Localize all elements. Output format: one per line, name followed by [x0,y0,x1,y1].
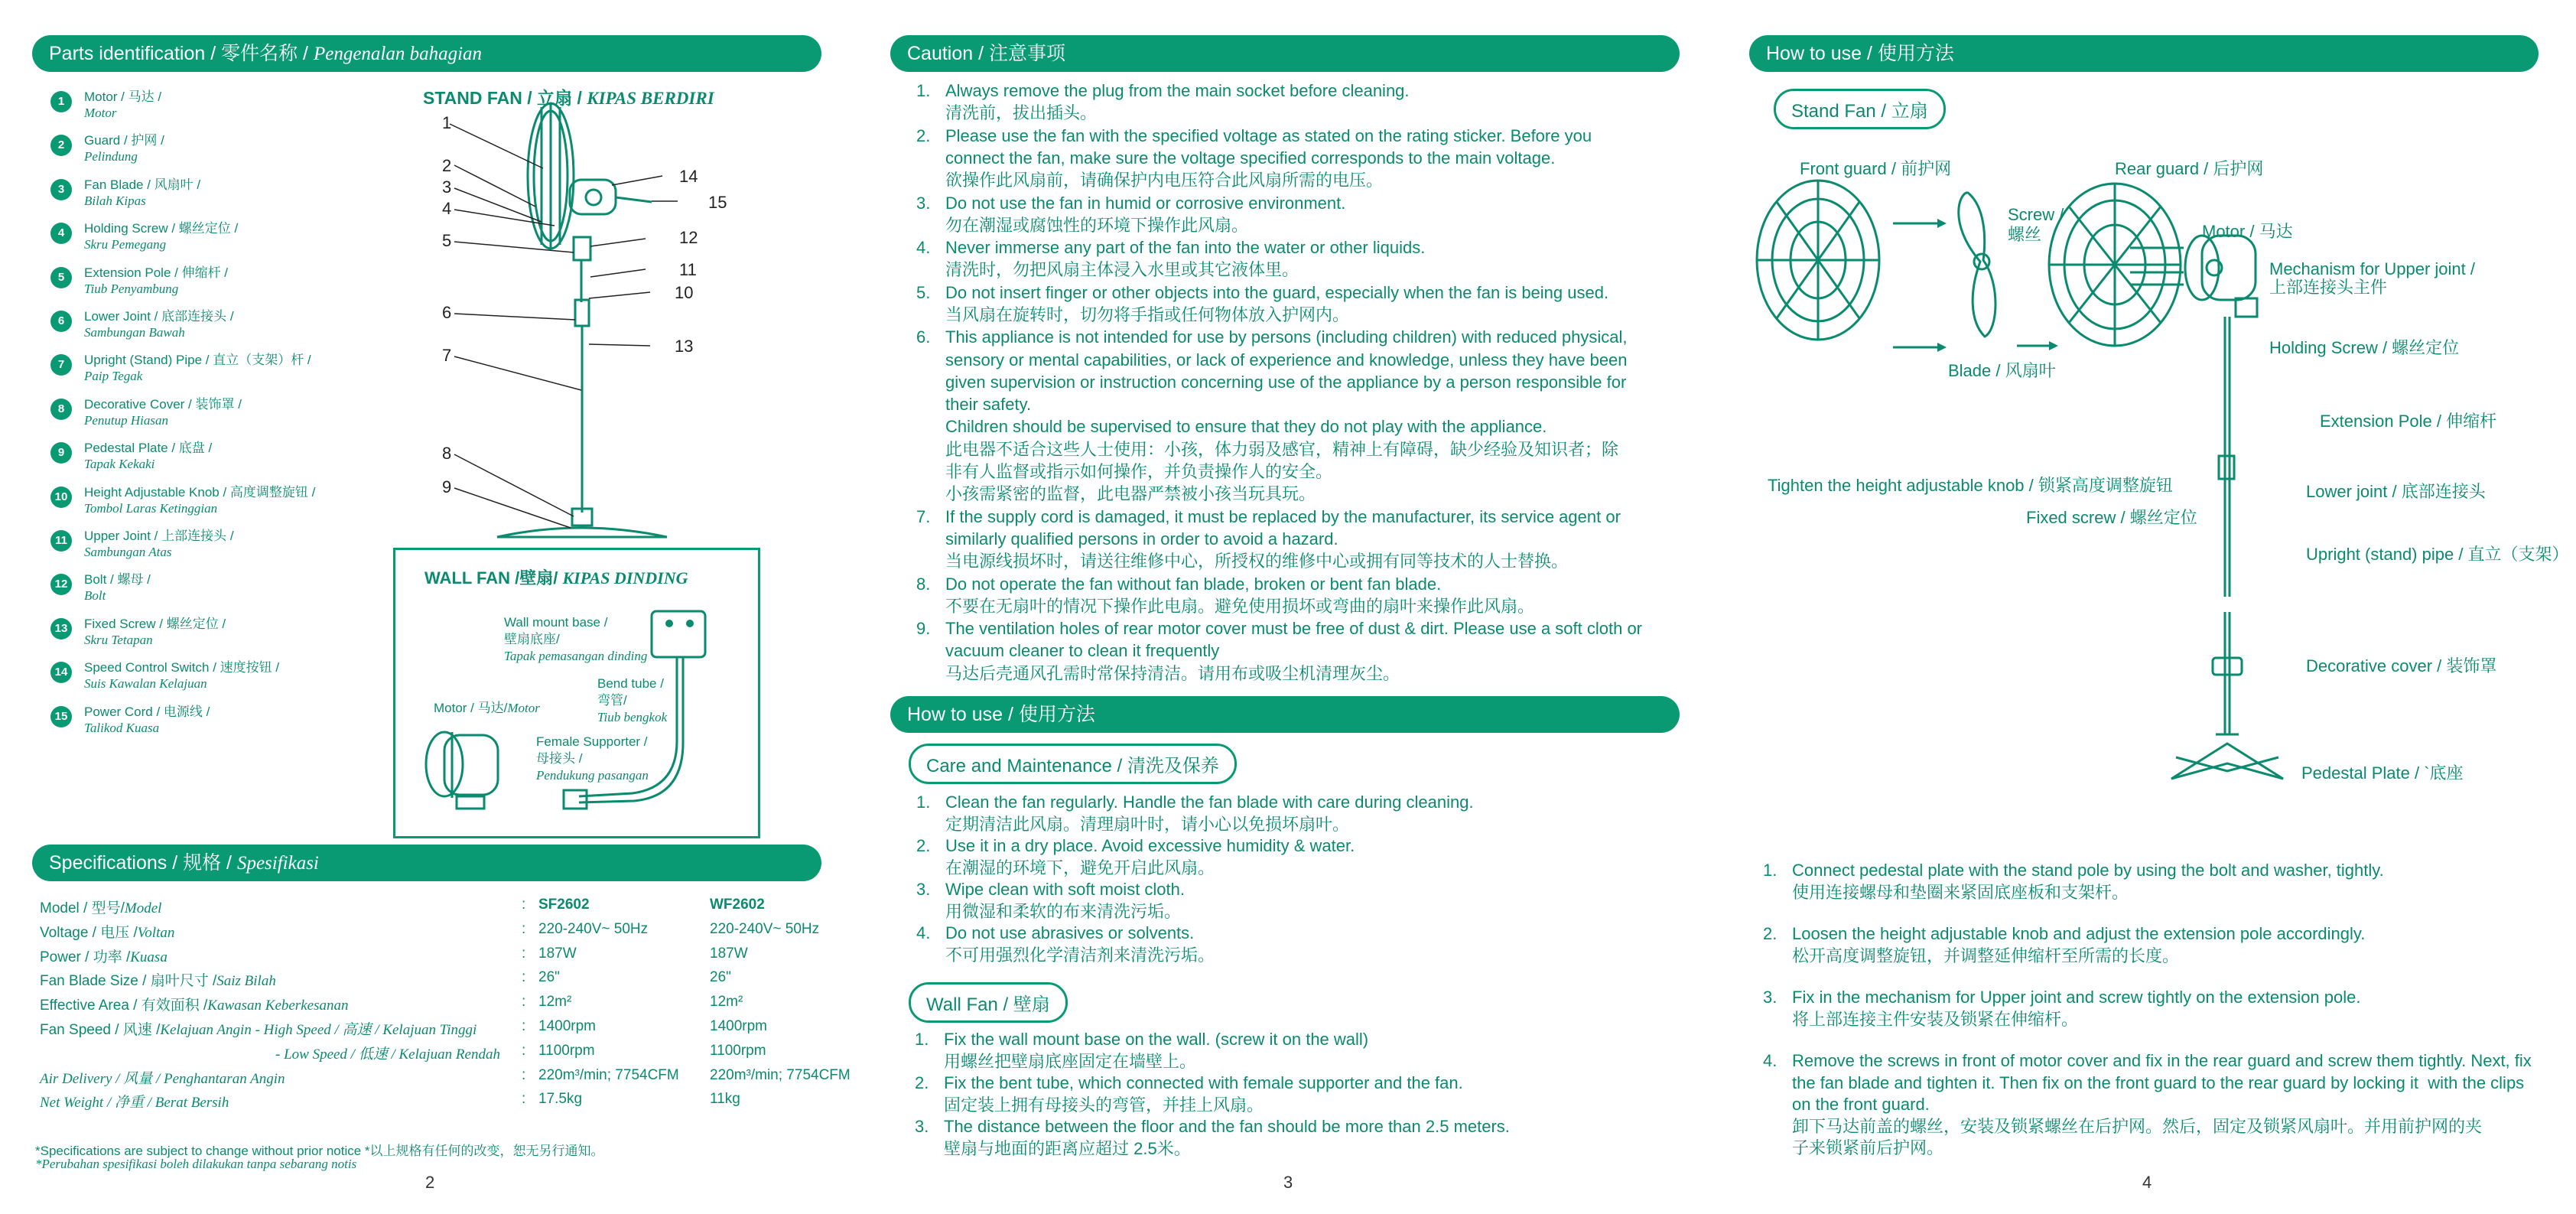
spec-value-sf: 26" [538,969,560,986]
part-name: Power Cord / 电源线 / [84,704,210,719]
upright-pipe-label: Upright (stand) pipe / 直立（支架） [2306,545,2569,564]
female-supporter-cn: 母接头 / [536,751,583,766]
part-number-badge: 6 [50,311,72,332]
list-number: 3. [916,880,931,899]
spec-header-title-malay: Spesifikasi [236,853,319,874]
spec-value-sf: 187W [538,945,577,962]
callout-10: 10 [675,283,694,302]
part-name-malay: Penutup Hiasan [84,412,169,428]
part-text [84,396,242,428]
blade-label: Blade / 风扇叶 [1948,361,2056,380]
parts-header-title: Parts identification / 零件名称 / [49,43,314,64]
callout-7: 7 [442,346,452,365]
part-name-malay: Pelindung [84,149,138,164]
part-text [84,571,151,604]
screw-label-en: Screw / [2008,205,2064,224]
bend-tube-en: Bend tube / [597,676,664,691]
part-text [84,265,228,297]
list-number: 1. [915,1030,929,1049]
mechanism-label-en: Mechanism for Upper joint / [2269,259,2475,278]
part-number-badge: 5 [50,267,72,288]
stand-fan-title-malay: KIPAS BERDIRI [587,89,714,108]
spec-label-malay: Kelajuan Angin - High Speed / 高速 / Kelajuan Tinggi [160,1022,477,1038]
spec-label [40,897,161,917]
part-number-badge: 14 [50,662,72,683]
spec-label [40,994,348,1014]
part-name: Upright (Stand) Pipe / 直立（支架）杆 / [84,353,311,368]
callout-14: 14 [679,167,698,186]
part-text [84,484,315,516]
lower-joint-label: Lower joint / 底部连接头 [2306,482,2486,501]
callout-3: 3 [442,177,452,197]
list-text: The ventilation holes of rear motor cover must be free of dust & dirt. Please use a soft cloth or vacuum cleaner to clean it frequently 马达后壳通风孔需时常保持清洁。请用布或吸尘机清理灰尘。 [945,619,1643,683]
wall-mount-base-cn: 壁扇底座/ [504,632,560,646]
spec-value-sf: 17.5kg [538,1091,583,1108]
list-text: Do not use the fan in humid or corrosive environment. 勿在潮湿或腐蚀性的环境下操作此风扇。 [945,193,1346,235]
list-text: If the supply cord is damaged, it must be replaced by the manufacturer, its service agent or similarly qualified persons in order to avoid a hazard. 当电源线损坏时，请送往维修中心，所授权的维修中心或拥有同等技术的人士替换。 [945,506,1621,571]
stand-fan-diagram [428,99,734,543]
spec-label-text: Power / 功率 / [40,949,131,965]
part-text [84,308,234,340]
parts-header-bar [32,35,821,72]
page-parts-specs [0,0,851,1214]
spec-colon: : [522,994,526,1011]
spec-footnote-2: *Perubahan spesifikasi boleh dilakukan tanpa sebarang notis [35,1157,357,1171]
callout-5: 5 [442,231,452,250]
part-text [84,440,212,472]
list-text: Always remove the plug from the main socket before cleaning. 清洗前，拔出插头。 [945,81,1410,123]
wall-mount-base-ms: Tapak pemasangan dinding [504,649,648,663]
list-number: 6. [916,327,931,347]
spec-label [40,969,276,990]
spec-label-malay: Kawasan Keberkesanan [207,998,349,1014]
part-number-badge: 1 [50,91,72,112]
page-number-4: 4 [2142,1173,2152,1192]
wall-fan-box [393,548,760,838]
part-text [84,132,164,164]
wall-fan-title-malay: KIPAS DINDING [562,568,688,587]
screw-label [2008,205,2064,245]
part-text [84,220,238,252]
list-number: 2. [1763,924,1778,943]
tighten-knob-label: Tighten the height adjustable knob / 锁紧高度调整旋钮 [1768,476,2173,495]
holding-screw-label: Holding Screw / 螺丝定位 [2269,338,2460,357]
spec-value-wf: 1400rpm [710,1018,767,1034]
spec-value-wf: 220m³/min; 7754CFM [710,1066,851,1083]
list-number: 4. [1763,1051,1778,1070]
page-number-3: 3 [1283,1173,1293,1192]
list-number: 2. [915,1073,929,1092]
spec-value-sf: SF2602 [538,897,590,913]
callout-15: 15 [708,193,727,212]
motor-label: Motor / 马达 [2202,222,2293,241]
part-name-malay: Motor [84,106,117,120]
part-name-malay: Sambungan Bawah [84,325,185,340]
part-text [84,616,226,648]
list-number: 2. [916,125,931,145]
wall-motor-ms: Motor [507,701,540,715]
callout-9: 9 [442,477,452,496]
rear-guard-label: Rear guard / 后护网 [2115,159,2264,178]
part-name: Fan Blade / 风扇叶 / [84,177,201,192]
part-name: Motor / 马达 / [84,90,162,104]
bend-tube-cn: 弯管/ [597,693,627,708]
spec-value-wf: 11kg [710,1091,740,1108]
spec-value-sf: 12m² [538,994,572,1011]
wall-mount-base-en: Wall mount base / [504,615,608,630]
how-to-use-header-title-p3: How to use / 使用方法 [907,704,1095,725]
spec-label-text: Voltage / 电压 / [40,924,138,941]
part-name: Extension Pole / 伸缩杆 / [84,265,229,280]
list-number: 7. [916,506,931,526]
list-number: 3. [1763,988,1778,1007]
spec-value-sf: 1400rpm [538,1018,596,1034]
list-text: Remove the screws in front of motor cover and fix in the rear guard and screw them tightly. Next, fix the fan blade and tighten it. Then fix on the front guard to the rear guard by locking it with the clips on the front guard. 卸下马达前盖的螺丝，安装及锁紧螺丝在后护网。然后，固定及锁紧风扇叶。并用前护网的夹 子来锁紧前后护网。 [1792,1051,2532,1157]
part-number-badge: 3 [50,179,72,200]
list-text: Clean the fan regularly. Handle the fan blade with care during cleaning. 定期清洁此风扇。清理扇叶时，请小心以免损坏扇叶。 [945,793,1474,834]
spec-label-malay: Model [124,900,162,916]
fixed-screw-label: Fixed screw / 螺丝定位 [2026,508,2197,527]
part-number-badge: 9 [50,442,72,464]
wall-fan-pill: Wall Fan / 壁扇 [909,982,1068,1023]
list-text: Loosen the height adjustable knob and adjust the extension pole accordingly. 松开高度调整旋钮，并调整延伸缩杆至所需的长度。 [1792,924,2366,965]
list-number: 4. [916,238,931,258]
mechanism-label [2269,260,2475,297]
list-number: 1. [916,81,931,100]
part-name: Speed Control Switch / 速度按钮 / [84,660,280,675]
spec-colon: : [522,920,526,937]
spec-value-sf: 220m³/min; 7754CFM [538,1066,679,1083]
decorative-cover-label: Decorative cover / 装饰罩 [2306,656,2497,675]
spec-value-sf: 220-240V~ 50Hz [538,920,649,937]
part-name-malay: Skru Tetapan [84,632,153,647]
care-maintenance-pill: Care and Maintenance / 清洗及保养 [909,744,1237,784]
how-to-use-header-title-p4: How to use / 使用方法 [1766,43,1954,64]
part-text [84,352,311,384]
screw-label-cn: 螺丝 [2008,225,2042,244]
list-text: This appliance is not intended for use by persons (including children) with reduced physical, sensory or mental capabilities, or lack of experience and knowledge, unless they have been given supervision or instruction concerning use of the appliance by a person responsible for their safety. Children should be supervised to ensure that they do not play with the appliance. 此电器不适合这些人士使用：小孩，体力弱及感官，精神上有障碍，缺少经验及知识者；除 非有人监督或指示如何操作，并负责操作人的安全。 小孩需紧密的监督，此电器严禁被小孩当玩具玩。 [945,327,1628,504]
wall-fan-diagram [395,550,758,836]
spec-header-bar [32,845,821,881]
part-number-badge: 4 [50,223,72,244]
spec-value-sf: 1100rpm [538,1042,595,1059]
wall-fan-title-text: WALL FAN /壁扇/ [424,568,563,587]
part-name: Decorative Cover / 装饰罩 / [84,396,242,412]
part-name-malay: Bolt [84,588,106,604]
spec-label-malay: Net Weight / 净重 / Berat Bersih [40,1095,229,1111]
stand-fan-pill: Stand Fan / 立扇 [1774,89,1946,129]
part-name: Fixed Screw / 螺丝定位 / [84,616,226,631]
callout-1: 1 [442,113,452,132]
list-text: The distance between the floor and the fan should be more than 2.5 meters. 壁扇与地面的距离应超过 2.5米。 [944,1117,1510,1158]
part-text [84,89,161,121]
part-text [84,528,234,560]
spec-value-wf: 220-240V~ 50Hz [710,920,820,937]
spec-label-malay: - Low Speed / 低速 / Kelajuan Rendah [275,1046,500,1063]
part-name-malay: Bilah Kipas [84,193,146,208]
list-number: 3. [916,193,931,213]
callout-2: 2 [442,156,452,175]
callout-8: 8 [442,444,452,463]
list-text: Fix the bent tube, which connected with female supporter and the fan. 固定装上拥有母接头的弯管，并挂上风扇。 [944,1073,1463,1115]
callout-12: 12 [679,228,698,247]
part-name: Bolt / 螺母 / [84,572,151,587]
spec-value-wf: 187W [710,945,748,962]
pedestal-plate-label: Pedestal Plate / `底座 [2301,763,2464,783]
list-text: Fix the wall mount base on the wall. (screw it on the wall) 用螺丝把壁扇底座固定在墙壁上。 [944,1030,1369,1071]
spec-value-wf: 26" [710,969,731,986]
page-number-2: 2 [425,1173,435,1192]
spec-label-malay: Air Delivery / 风量 / Penghantaran Angin [40,1070,285,1087]
callout-4: 4 [442,199,452,218]
list-text: Do not use abrasives or solvents. 不可用强烈化学清洁剂来清洗污垢。 [945,923,1215,965]
spec-colon: : [522,969,526,986]
callout-13: 13 [675,337,694,356]
spec-footnote-1: *Specifications are subject to change without prior notice *以上规格有任何的改变，恕无另行通知。 [35,1144,604,1158]
spec-label-text: Fan Blade Size / 扇叶尺寸 / [40,973,217,990]
part-name: Holding Screw / 螺丝定位 / [84,221,239,236]
spec-header-title: Specifications / 规格 / [49,852,237,874]
spec-label-malay: Voltan [137,924,175,941]
list-number: 2. [916,836,931,855]
page-how-to-use [1717,0,2576,1214]
female-supporter-en: Female Supporter / [536,734,648,749]
spec-label [40,1018,476,1039]
spec-label-text: Fan Speed / 风速 / [40,1022,161,1038]
list-text: Wipe clean with soft moist cloth. 用微湿和柔软的布来清洗污垢。 [945,880,1186,921]
spec-label-malay: Kuasa [130,949,168,965]
list-number: 1. [1763,861,1778,880]
list-text: Do not operate the fan without fan blade, broken or bent fan blade. 不要在无扇叶的情况下操作此电扇。避免使用损坏或弯曲的扇叶来操作此风扇。 [945,574,1535,616]
spec-colon: : [522,1042,526,1059]
how-to-use-header-bar-p3 [890,696,1680,733]
list-number: 4. [916,923,931,942]
list-number: 3. [915,1117,929,1136]
spec-label-text: Model / 型号/ [40,900,125,916]
spec-label [275,1043,500,1063]
part-number-badge: 11 [50,530,72,552]
front-guard-label: Front guard / 前护网 [1800,159,1952,178]
spec-colon: : [522,1091,526,1108]
callout-6: 6 [442,303,452,322]
part-name-malay: Skru Pemegang [84,237,167,252]
part-name-malay: Tapak Kekaki [84,457,155,472]
callout-11: 11 [679,260,697,279]
list-number: 1. [916,793,931,812]
part-number-badge: 7 [50,354,72,376]
spec-label [40,945,168,966]
spec-label [40,921,174,942]
part-name: Height Adjustable Knob / 高度调整旋钮 / [84,484,316,500]
part-number-badge: 13 [50,618,72,640]
how-to-use-header-bar-p4 [1749,35,2539,72]
caution-header-bar [890,35,1680,72]
part-text [84,704,210,736]
mechanism-label-cn: 上部连接头主件 [2269,278,2388,297]
list-number: 5. [916,282,931,302]
part-name: Guard / 护网 / [84,133,164,148]
part-name-malay: Talikod Kuasa [84,720,160,735]
spec-colon: : [522,897,526,913]
part-number-badge: 10 [50,487,72,508]
list-text: Fix in the mechanism for Upper joint and screw tightly on the extension pole. 将上部连接主件安装及锁紧在伸缩杆。 [1792,988,2361,1029]
part-name-malay: Tiub Penyambung [84,281,179,296]
spec-label [40,1067,285,1088]
part-name-malay: Paip Tegak [84,369,143,384]
spec-value-wf: WF2602 [710,897,765,913]
part-name-malay: Suis Kawalan Kelajuan [84,676,207,692]
wall-motor-en: Motor / 马达/ [434,701,508,715]
page-caution-care [858,0,1699,1214]
spec-label-malay: Saiz Bilah [216,973,276,990]
spec-value-wf: 12m² [710,994,743,1011]
spec-label [40,1091,229,1111]
spec-colon: : [522,945,526,962]
spec-label-text: Effective Area / 有效面积 / [40,998,208,1014]
part-name: Lower Joint / 底部连接头 / [84,309,234,324]
list-text: Please use the fan with the specified voltage as stated on the rating sticker. Before you connect the fan, make sure the voltage specified corresponds to the main voltage. 欲操作此风扇前，请确保护内电压符合此风扇所需的电压。 [945,125,1592,190]
part-text [84,177,200,209]
part-name-malay: Tombol Laras Ketinggian [84,500,218,516]
extension-pole-label: Extension Pole / 伸缩杆 [2320,412,2497,431]
list-number: 9. [916,619,931,639]
bend-tube-ms: Tiub bengkok [597,710,668,724]
list-text: Connect pedestal plate with the stand pole by using the bolt and washer, tightly. 使用连接螺母和垫圈来紧固底座板和支架杆。 [1792,861,2384,902]
list-text: Do not insert finger or other objects into the guard, especially when the fan is being used. 当风扇在旋转时，切勿将手指或任何物体放入护网内。 [945,282,1609,324]
part-number-badge: 12 [50,574,72,595]
spec-colon: : [522,1018,526,1034]
list-text: Never immerse any part of the fan into the water or other liquids. 清洗时，勿把风扇主体浸入水里或其它液体里。 [945,238,1426,280]
part-name-malay: Sambungan Atas [84,545,172,559]
spec-colon: : [522,1066,526,1083]
stand-fan-title-text: STAND FAN / 立扇 / [423,88,587,108]
part-text [84,659,279,692]
spec-value-wf: 1100rpm [710,1042,766,1059]
parts-header-title-malay: Pengenalan bahagian [313,44,483,64]
part-number-badge: 15 [50,706,72,727]
part-name: Upper Joint / 上部连接头 / [84,529,234,543]
list-text: Use it in a dry place. Avoid excessive humidity & water. 在潮湿的环境下，避免开启此风扇。 [945,836,1355,877]
list-number: 8. [916,574,931,594]
part-name: Pedestal Plate / 底盘 / [84,441,213,456]
caution-header-title: Caution / 注意事项 [907,43,1066,64]
part-number-badge: 8 [50,399,72,420]
part-number-badge: 2 [50,135,72,156]
female-supporter-ms: Pendukung pasangan [536,768,649,783]
